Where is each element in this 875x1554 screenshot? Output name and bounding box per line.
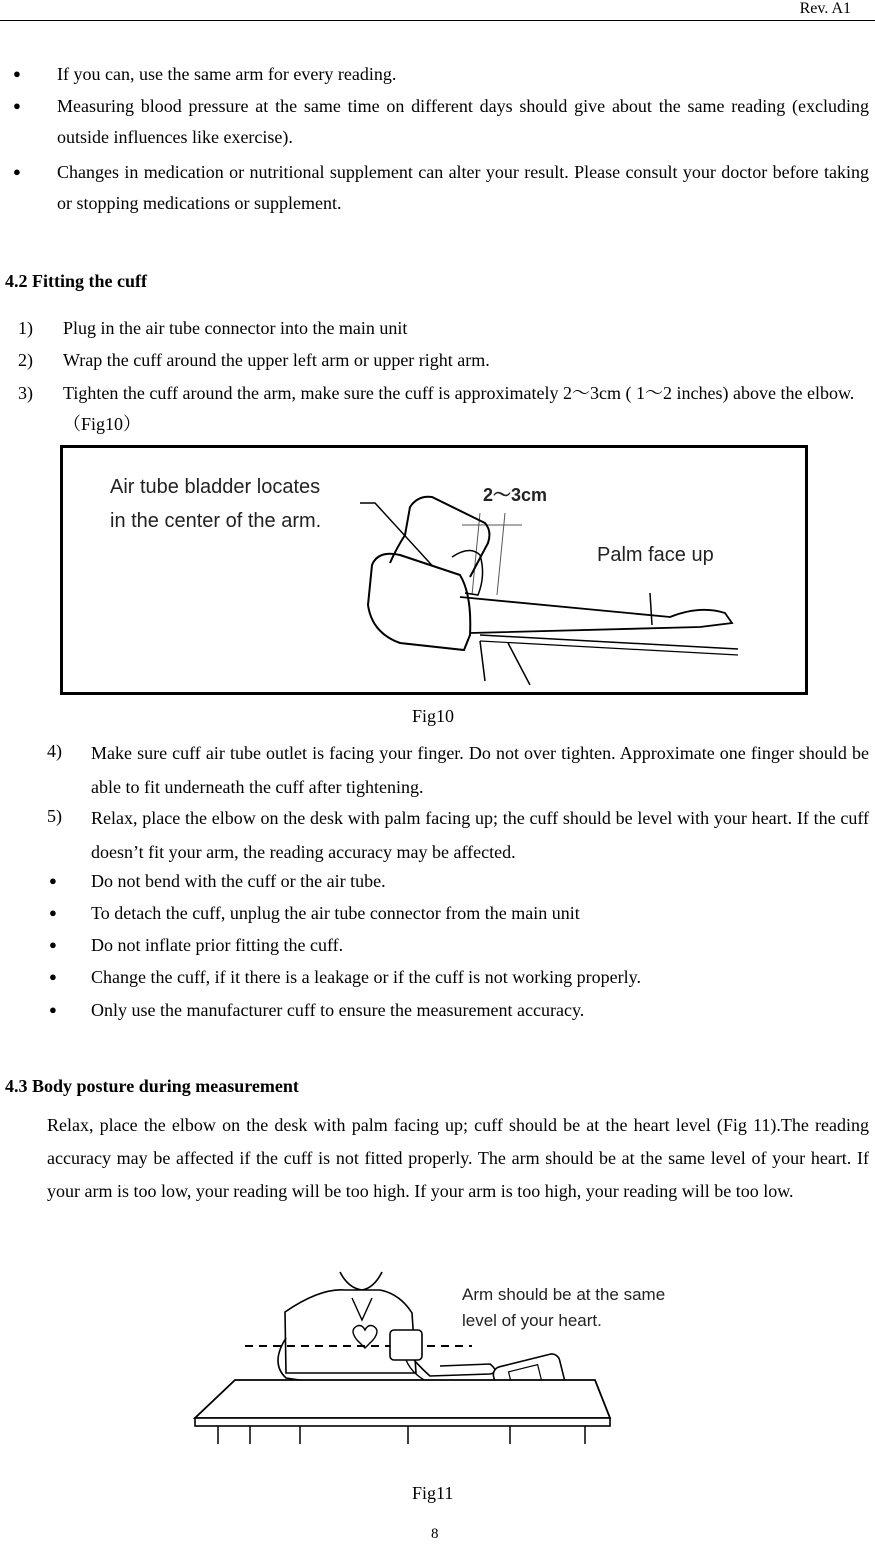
step-number: 2)	[18, 350, 33, 370]
intro-bullet-2: Measuring blood pressure at the same time on different days should give about the same reading (excluding outside influences like exercise).	[57, 96, 869, 147]
fig11-label-2: level of your heart.	[462, 1311, 602, 1330]
step-text: Plug in the air tube connector into the main unit	[63, 318, 408, 338]
posture-paragraph: Relax, place the elbow on the desk with palm facing up; cuff should be at the heart level (Fig 11).The reading accuracy may be affected if the cuff is not fitted properly. The arm should be at the same level of your heart. If your arm is too low, your reading will be too high. If your arm is too high, your reading will be too low.	[47, 1115, 869, 1201]
intro-bullet-1: If you can, use the same arm for every reading.	[57, 64, 397, 84]
fig10-caption: Fig10	[412, 706, 455, 726]
bullet-icon: ●	[49, 873, 57, 888]
fig11-illustration	[190, 1268, 690, 1448]
fig11-caption: Fig11	[412, 1483, 454, 1503]
table-top	[195, 1380, 610, 1418]
cuff-shape	[390, 1330, 422, 1360]
fig10-label-distance: 2～3cm	[483, 485, 548, 505]
section-heading: 4.2 Fitting the cuff	[5, 271, 147, 291]
step-number: 5)	[47, 806, 62, 826]
step-number: 1)	[18, 318, 33, 338]
fig11-label-1: Arm should be at the same	[462, 1285, 666, 1304]
step-text: Relax, place the elbow on the desk with palm facing up; the cuff should be level with your heart. If the cuff doesn’t fit your arm, the reading accuracy may be affected.	[91, 808, 869, 862]
step-number: 4)	[47, 741, 62, 761]
section-heading: 4.3 Body posture during measurement	[5, 1076, 299, 1096]
table-edge	[195, 1418, 610, 1426]
fig10-illustration	[60, 445, 809, 696]
bullet-icon: ●	[13, 66, 21, 81]
bullet-icon: ●	[13, 164, 21, 179]
step-text: Make sure cuff air tube outlet is facing your finger. Do not over tighten. Approximate one finger should be able to fit underneath the cuff after tightening.	[91, 743, 869, 797]
bullet-icon: ●	[13, 98, 21, 113]
bullet-icon: ●	[49, 937, 57, 952]
intro-bullet-3: Changes in medication or nutritional supplement can alter your result. Please consult your doctor before taking or stopping medications or supplement.	[57, 162, 869, 213]
note-item: Only use the manufacturer cuff to ensure the measurement accuracy.	[91, 1000, 585, 1020]
head-outline	[340, 1272, 382, 1290]
step-number: 3)	[18, 383, 33, 403]
step-text: Wrap the cuff around the upper left arm or upper right arm.	[63, 350, 490, 370]
fig10-label-palm: Palm face up	[597, 544, 714, 566]
note-item: Do not inflate prior fitting the cuff.	[91, 935, 344, 955]
revision-label: Rev. A1	[799, 0, 851, 17]
header-rule	[0, 20, 875, 21]
fig10-label-bladder-1: Air tube bladder locates	[110, 476, 321, 498]
step-text: Tighten the cuff around the arm, make sure the cuff is approximately 2～3cm ( 1～2 inches) above the elbow.（Fig10）	[63, 383, 855, 434]
bullet-icon: ●	[49, 905, 57, 920]
note-item: To detach the cuff, unplug the air tube connector from the main unit	[91, 903, 580, 923]
note-item: Change the cuff, if it there is a leakage or if the cuff is not working properly.	[91, 967, 641, 987]
fig10-label-bladder-2: in the center of the arm.	[110, 510, 322, 532]
note-item: Do not bend with the cuff or the air tube.	[91, 871, 386, 891]
bullet-icon: ●	[49, 1002, 57, 1017]
page-number: 8	[431, 1526, 439, 1542]
bullet-icon: ●	[49, 969, 57, 984]
